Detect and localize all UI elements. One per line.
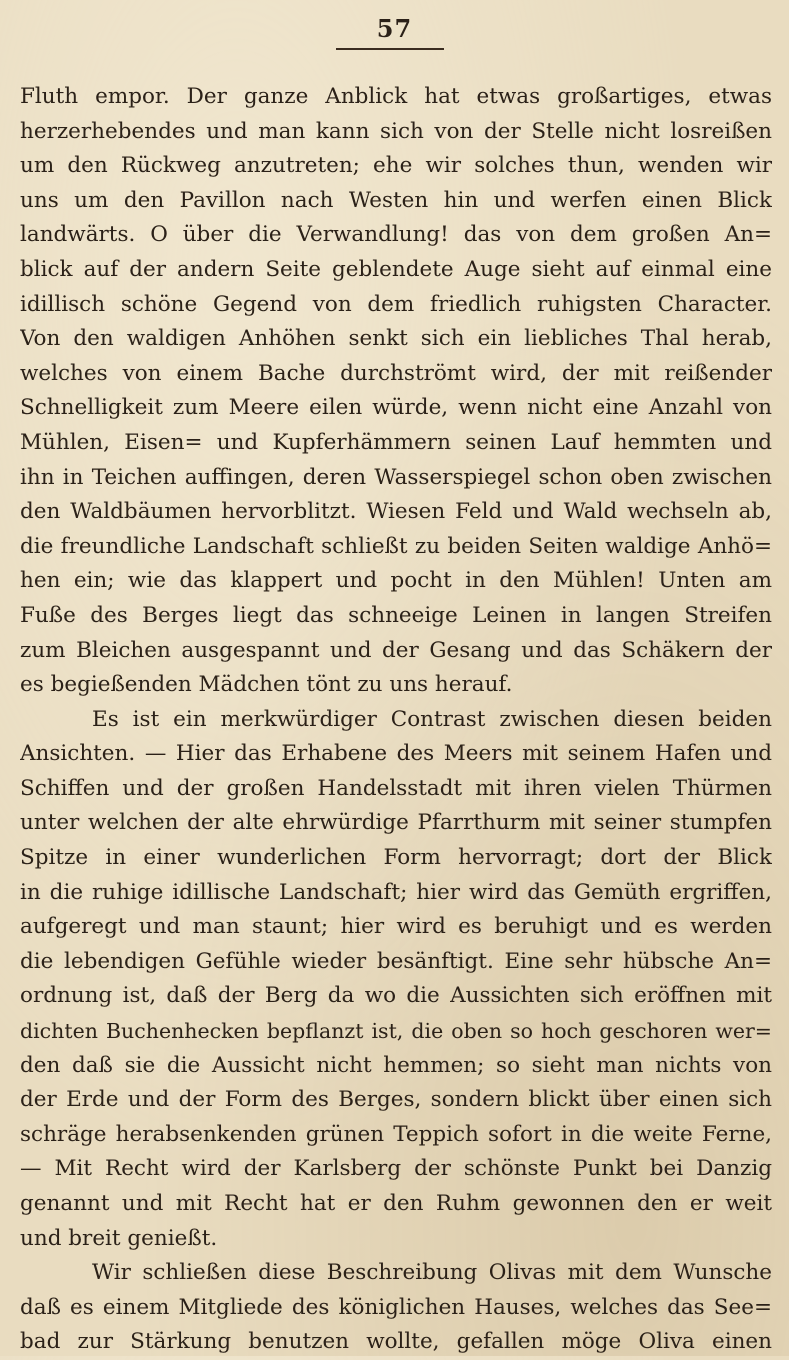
text-line: uns um den Pavillon nach Westen hin und werfen einen Blick — [20, 187, 772, 213]
text-line: es begießenden Mädchen tönt zu uns herauf. — [20, 672, 513, 698]
text-line: hen ein; wie das klappert und pocht in den Mühlen! Unten am — [20, 568, 772, 594]
text-line: welches von einem Bache durchströmt wird, der mit reißender — [20, 360, 772, 386]
text-line: dichten Buchenhecken bepflanzt ist, die oben so hoch geschoren wer= — [20, 1019, 772, 1044]
text-line: Schnelligkeit zum Meere eilen würde, wenn nicht eine Anzahl von — [20, 395, 772, 421]
text-line: ihn in Teichen auffingen, deren Wasserspiegel schon oben zwischen — [20, 464, 772, 490]
text-line: herzerhebendes und man kann sich von der Stelle nicht losreißen — [20, 118, 772, 144]
page-number: 57 — [376, 14, 413, 43]
text-line: idillisch schöne Gegend von dem friedlich ruhigsten Character. — [20, 291, 772, 317]
text-line: landwärts. O über die Verwandlung! das von dem großen An= — [20, 222, 772, 248]
text-line: genannt und mit Recht hat er den Ruhm gewonnen den er weit — [20, 1191, 772, 1216]
text-line: Fluth empor. Der ganze Anblick hat etwas großartiges, etwas — [20, 84, 772, 109]
text-line: Mühlen, Eisen= und Kupferhämmern seinen Lauf hemmten und — [20, 429, 772, 455]
text-line: Ansichten. — Hier das Erhabene des Meers mit seinem Hafen und — [20, 741, 772, 767]
text-line: der Erde und der Form des Berges, sondern blickt über einen sich — [20, 1087, 772, 1113]
text-line: Spitze in einer wunderlichen Form hervorragt; dort der Blick — [20, 845, 772, 871]
text-line: Wir schließen diese Beschreibung Olivas mit dem Wunsche — [92, 1260, 772, 1286]
body-text — [20, 80, 772, 1360]
text-line: zum Bleichen ausgespannt und der Gesang und das Schäkern der — [20, 637, 772, 663]
text-line: — Mit Recht wird der Karlsberg der schönste Punkt bei Danzig — [20, 1156, 772, 1182]
text-line: blick auf der andern Seite geblendete Auge sieht auf einmal eine — [20, 256, 772, 282]
text-line: und breit genießt. — [20, 1225, 218, 1251]
text-line: in die ruhige idillische Landschaft; hier wird das Gemüth ergriffen, — [20, 879, 772, 905]
text-line: die freundliche Landschaft schließt zu beiden Seiten waldige Anhö= — [20, 533, 772, 559]
text-line: um den Rückweg anzutreten; ehe wir solches thun, wenden wir — [20, 153, 772, 179]
text-line: schräge herabsenkenden grünen Teppich sofort in die weite Ferne, — [20, 1121, 772, 1147]
text-line: bad zur Stärkung benutzen wollte, gefallen möge Oliva einen — [20, 1329, 772, 1355]
page-number-rule — [336, 48, 444, 50]
text-line: Es ist ein merkwürdiger Contrast zwischen diesen beiden — [92, 706, 772, 732]
text-line: Von den waldigen Anhöhen senkt sich ein liebliches Thal herab, — [20, 326, 772, 352]
text-line: Fuße des Berges liegt das schneeige Leinen in langen Streifen — [20, 602, 772, 628]
text-line: aufgeregt und man staunt; hier wird es beruhigt und es werden — [20, 914, 772, 940]
text-line: ordnung ist, daß der Berg da wo die Aussichten sich eröffnen mit — [20, 983, 772, 1009]
text-line: die lebendigen Gefühle wieder besänftigt. Eine sehr hübsche An= — [20, 948, 772, 974]
text-line: daß es einem Mitgliede des königlichen Hauses, welches das See= — [20, 1294, 772, 1320]
text-line: Schiffen und der großen Handelsstadt mit ihren vielen Thürmen — [20, 775, 772, 801]
text-line: den daß sie die Aussicht nicht hemmen; so sieht man nichts von — [20, 1052, 772, 1078]
text-line: unter welchen der alte ehrwürdige Pfarrthurm mit seiner stumpfen — [20, 810, 772, 836]
text-line: den Waldbäumen hervorblitzt. Wiesen Feld und Wald wechseln ab, — [20, 499, 772, 525]
